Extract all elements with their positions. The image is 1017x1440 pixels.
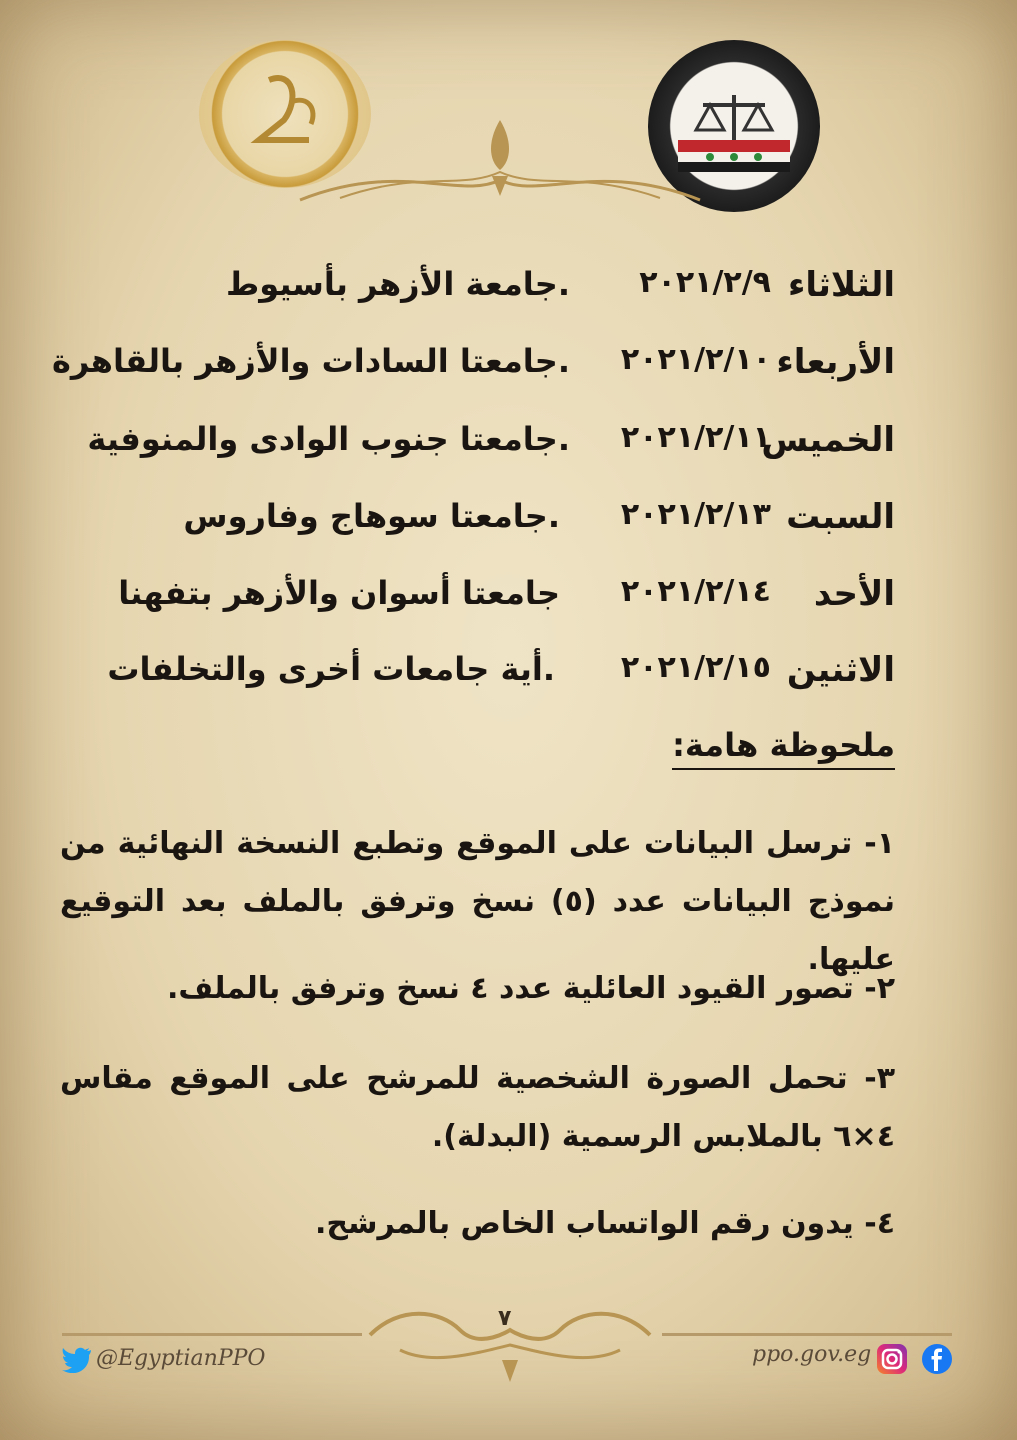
footer-scroll-ornament [360,1290,660,1385]
note-title: ملحوظة هامة: [672,726,895,770]
schedule-date: ٢٠٢١/٢/١١ [620,420,771,455]
schedule-day: الاثنين [786,650,895,690]
schedule-day: الخميس [761,420,895,460]
footer-divider-right [662,1333,952,1336]
note-item: ٤- يدون رقم الواتساب الخاص بالمرشح. [315,1206,895,1241]
schedule-date: ٢٠٢١/٢/٩ [639,265,771,300]
schedule-row [60,650,895,700]
twitter-handle[interactable]: @EgyptianPPO [96,1346,266,1371]
page-number: ٧ [498,1306,512,1331]
schedule-day: السبت [786,497,895,537]
schedule-row [60,420,895,470]
schedule-date: ٢٠٢١/٢/١٠ [620,342,771,377]
schedule-date: ٢٠٢١/٢/١٣ [620,497,771,532]
twitter-icon[interactable] [62,1347,92,1373]
schedule-universities: جامعتا السادات والأزهر بالقاهرة. [52,342,570,380]
note-item: ٢- تصور القيود العائلية عدد ٤ نسخ وترفق بالملف. [167,971,895,1006]
schedule-day: الأحد [813,574,895,614]
schedule-universities: أية جامعات أخرى والتخلفات. [107,650,555,688]
schedule-row [60,574,895,624]
facebook-icon[interactable] [921,1343,953,1375]
schedule-universities: جامعتا سوهاج وفاروس. [183,497,560,535]
website-link[interactable]: ppo.gov.eg [752,1342,872,1367]
instagram-icon[interactable] [875,1342,909,1376]
schedule-universities: جامعة الأزهر بأسيوط. [226,265,570,303]
schedule-universities: جامعتا جنوب الوادى والمنوفية. [87,420,570,458]
note-item: ١- ترسل البيانات على الموقع وتطبع النسخة النهائية من نموذج البيانات عدد (٥) نسخ وترفق بالملف بعد التوقيع عليها. [60,826,896,977]
footer-divider-left [62,1333,362,1336]
schedule-row [60,497,895,547]
schedule-row [60,265,895,315]
schedule-day: الثلاثاء [787,265,895,305]
schedule-row [52,342,895,392]
schedule-date: ٢٠٢١/٢/١٤ [620,574,771,609]
schedule-date: ٢٠٢١/٢/١٥ [620,650,771,685]
note-item: ٣- تحمل الصورة الشخصية للمرشح على الموقع مقاس ٤×٦ بالملابس الرسمية (البدلة). [60,1061,895,1154]
schedule-day: الأربعاء [776,342,895,382]
fleur-de-lis-ornament [280,110,720,210]
schedule-universities: جامعتا أسوان والأزهر بتفهنا [118,574,560,612]
